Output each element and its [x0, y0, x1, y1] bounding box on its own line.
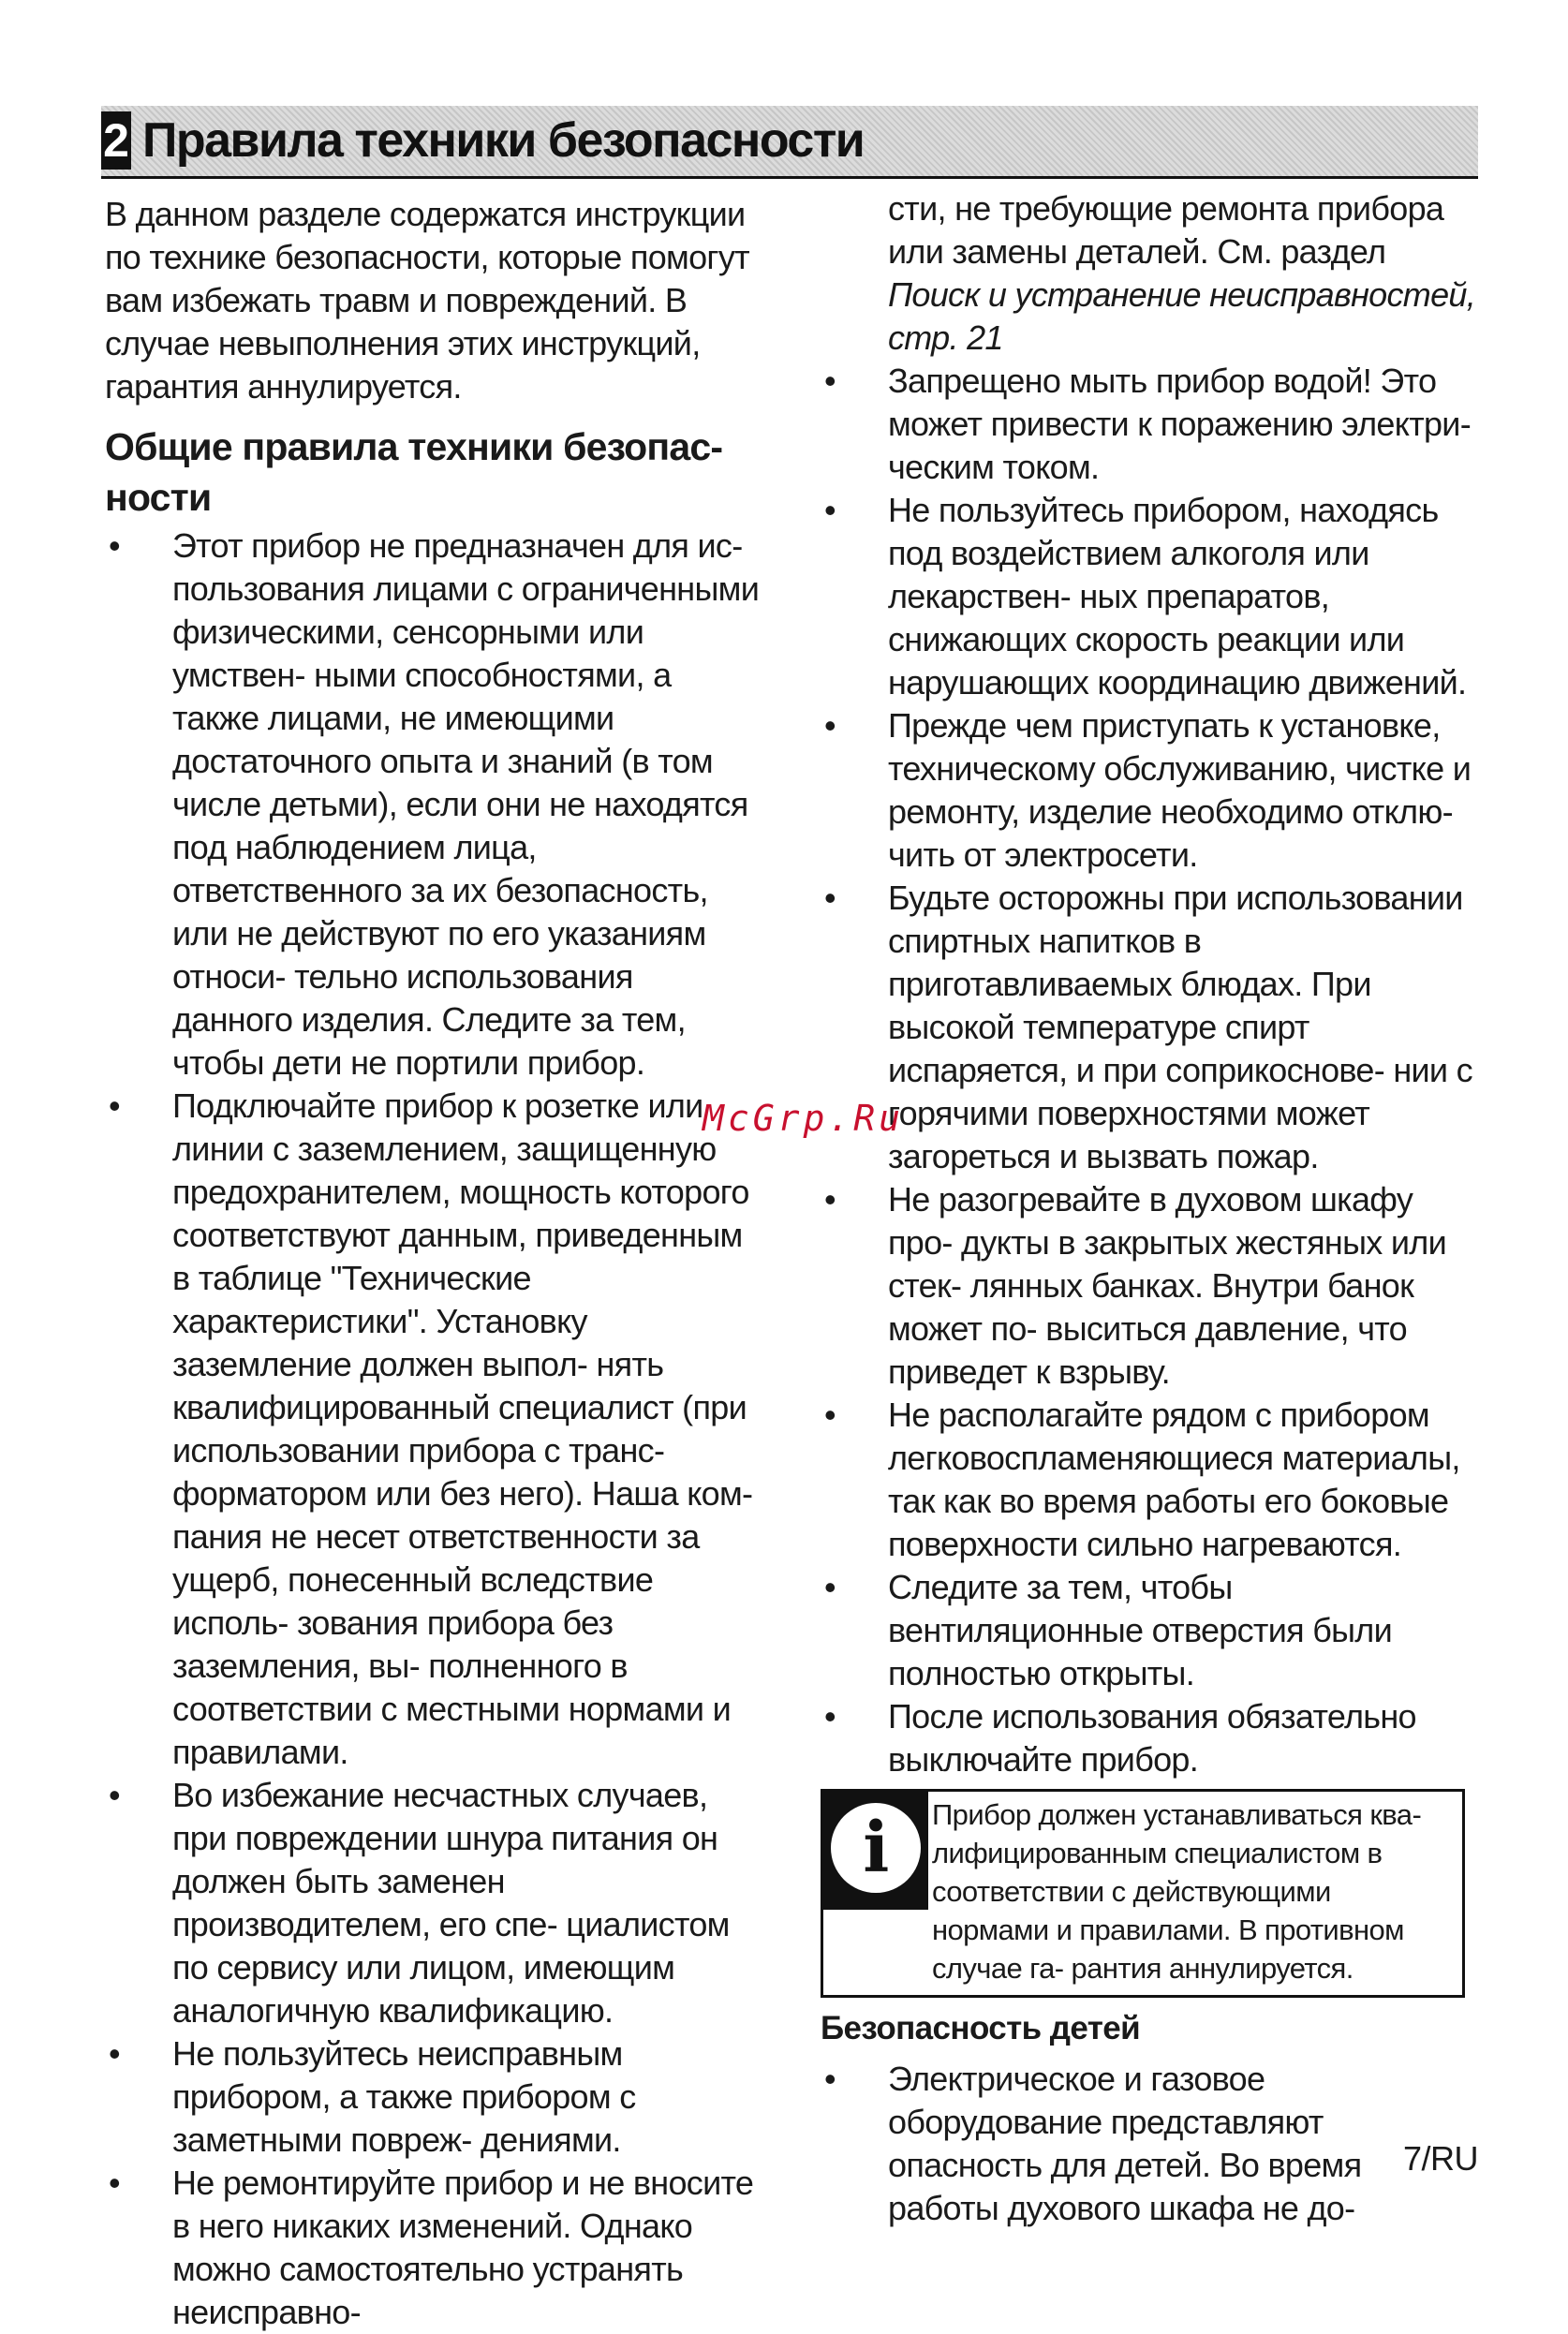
child-safety-list	[821, 2058, 1476, 2230]
bullet-icon: •	[824, 706, 836, 745]
bullet-icon: •	[109, 2034, 120, 2073]
bullet-icon: •	[109, 1776, 120, 1814]
bullet-icon: •	[824, 1568, 836, 1606]
list-item: • Этот прибор не предназначен для ис- пользования лицами с ограниченными физическими, сенсорными или умствен- ными способностями, а также лицами, не имеющими достаточного опыта и знаний (в том числе детьми), если они не находятся под наблюдением лица, ответственного за их безопасность, или не действуют по его указаниям относи- тельно использования данного изделия. Следите за тем, чтобы дети не портили прибор.	[109, 526, 760, 1082]
page-number: 7/RU	[1402, 2139, 1478, 2178]
chapter-number: 2	[101, 111, 131, 170]
list-item: • Не пользуйтесь прибором, находясь под воздействием алкоголя или лекарствен- ных препаратов, снижающих скорость реакции или нарушающих координацию движений.	[824, 491, 1467, 702]
bullet-icon: •	[824, 1180, 836, 1219]
chapter-header	[101, 106, 1478, 179]
general-rules-list-continued	[821, 360, 1476, 1781]
info-notice-box	[821, 1789, 1465, 1998]
list-item: • Не пользуйтесь неисправным прибором, а также прибором с заметными повреж- дениями.	[109, 2034, 636, 2159]
bullet-icon: •	[824, 2060, 836, 2098]
bullet-icon: •	[824, 1396, 836, 1434]
info-notice-text: Прибор должен устанавливаться ква- лифицированным специалистом в соответствии с действующими нормами и правилами. В противном случае га- рантия аннулируется.	[932, 1798, 1422, 1985]
info-icon: i	[823, 1792, 928, 1910]
general-rules-list	[105, 524, 761, 2334]
intro-paragraph: В данном разделе содержатся инструкции по технике безопасности, которые помогут вам избежать травм и повреждений. В случае невыполнения этих инструкций, гарантия аннулируется.	[105, 195, 749, 406]
bullet-icon: •	[109, 2164, 120, 2202]
left-column	[105, 187, 761, 2334]
list-item: • Не ремонтируйте прибор и не вносите в него никаких изменений. Однако можно самостоятельно устранять неисправно-	[109, 2164, 754, 2331]
list-item: • Не разогревайте в духовом шкафу про- дукты в закрытых жестяных или стек- лянных банках. Внутри банок может по- выситься давление, что приведет к взрыву.	[824, 1180, 1446, 1391]
cross-reference-link: Поиск и устранение неисправностей, стр. 21	[888, 275, 1476, 357]
bullet-icon: •	[109, 1086, 120, 1125]
section-heading-general: Общие правила техники безопас- ности	[105, 425, 723, 519]
right-column	[821, 187, 1476, 2230]
list-item: • После использования обязательно выключайте прибор.	[824, 1697, 1416, 1779]
list-item: • Электрическое и газовое оборудование представляют опасность для детей. Во время работы духового шкафа не до-	[824, 2060, 1362, 2227]
bullet-icon: •	[109, 526, 120, 565]
list-item: • Во избежание несчастных случаев, при повреждении шнура питания он должен быть заменен производителем, его спе- циалистом по сервису или лицом, имеющим аналогичную квалификацию.	[109, 1776, 730, 2030]
chapter-title: Правила техники безопасности	[142, 113, 865, 168]
bullet-icon: •	[824, 362, 836, 400]
list-item: • Будьте осторожны при использовании спиртных напитков в приготавливаемых блюдах. При высокой температуре спирт испаряется, и при соприкоснове- нии с горячими поверхностями может загореться и вызвать пожар.	[824, 879, 1472, 1175]
bullet-icon: •	[824, 491, 836, 529]
section-heading-child-safety: Безопасность детей	[821, 2010, 1141, 2046]
list-item: • Запрещено мыть прибор водой! Это может привести к поражению электри- ческим током.	[824, 362, 1472, 486]
list-item: • Следите за тем, чтобы вентиляционные отверстия были полностью открыты.	[824, 1568, 1393, 1692]
list-item: • Подключайте прибор к розетке или линии с заземлением, защищенную предохранителем, мощность которого соответствуют данным, приведенным в таблице "Технические характеристики". Установку заземление должен выпол- нять квалифицированный специалист (при использовании прибора с транс- форматором или без него). Наша ком- пания не несет ответственности за ущерб, понесенный вследствие исполь- зования прибора без заземления, вы- полненного в соответствии с местными нормами и правилами.	[109, 1086, 753, 1771]
bullet-icon: •	[824, 879, 836, 917]
list-item: • Не располагайте рядом с прибором легковоспламеняющиеся материалы, так как во время работы его боковые поверхности сильно нагреваются.	[824, 1396, 1460, 1563]
watermark-text: McGrp.Ru	[703, 1098, 905, 1139]
list-item: • Прежде чем приступать к установке, техническому обслуживанию, чистке и ремонту, изделие необходимо отклю- чить от электросети.	[824, 706, 1472, 874]
bullet-icon: •	[824, 1697, 836, 1736]
list-item-continuation: сти, не требующие ремонта прибора или замены деталей. См. раздел Поиск и устранение неисправностей, стр. 21	[888, 189, 1476, 357]
